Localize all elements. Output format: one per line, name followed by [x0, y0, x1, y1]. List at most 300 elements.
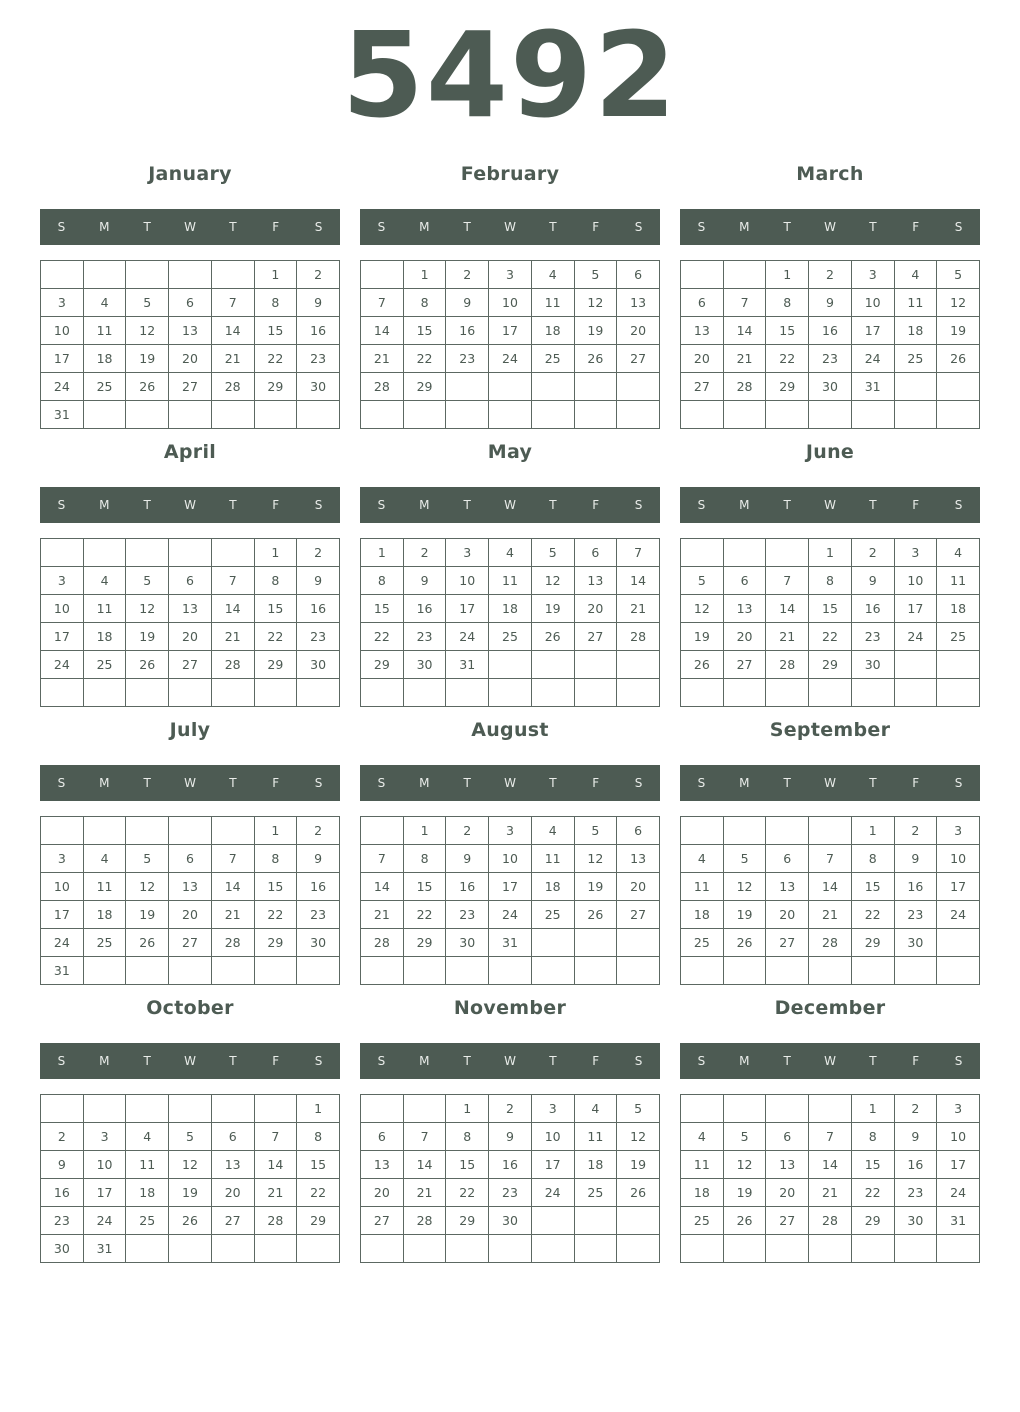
day-cell: 11 — [83, 317, 126, 345]
day-grid — [40, 816, 340, 985]
day-grid — [360, 538, 660, 707]
day-cell: 10 — [446, 567, 489, 595]
day-grid — [40, 1094, 340, 1263]
day-cell: 10 — [41, 873, 84, 901]
day-cell: 8 — [403, 845, 446, 873]
weekday-label: T — [463, 498, 471, 512]
empty-day-cell — [894, 957, 937, 985]
weekday-label: S — [314, 220, 323, 234]
week-row — [361, 1123, 660, 1151]
week-row — [361, 957, 660, 985]
weekday-label: M — [419, 220, 430, 234]
day-cell: 29 — [766, 373, 809, 401]
empty-day-cell — [531, 957, 574, 985]
day-cell: 6 — [766, 845, 809, 873]
weekday-label: S — [377, 1054, 386, 1068]
weekday-label: T — [229, 776, 237, 790]
day-cell: 28 — [809, 1207, 852, 1235]
week-row — [361, 679, 660, 707]
empty-day-cell — [531, 1207, 574, 1235]
week-row — [681, 401, 980, 429]
day-cell: 22 — [297, 1179, 340, 1207]
day-cell: 2 — [297, 539, 340, 567]
weekday-label: S — [954, 1054, 963, 1068]
day-cell: 6 — [617, 261, 660, 289]
day-cell: 2 — [894, 1095, 937, 1123]
day-cell: 21 — [766, 623, 809, 651]
empty-day-cell — [681, 1235, 724, 1263]
day-cell: 7 — [809, 845, 852, 873]
week-row — [41, 401, 340, 429]
empty-day-cell — [681, 401, 724, 429]
week-row — [681, 317, 980, 345]
week-row — [361, 651, 660, 679]
week-row — [41, 1235, 340, 1263]
day-cell: 3 — [937, 817, 980, 845]
week-row — [361, 901, 660, 929]
day-cell: 18 — [531, 317, 574, 345]
weekday-header — [680, 487, 980, 523]
empty-day-cell — [361, 679, 404, 707]
week-row — [41, 1207, 340, 1235]
day-cell: 4 — [83, 567, 126, 595]
day-cell: 17 — [489, 317, 532, 345]
empty-day-cell — [41, 539, 84, 567]
empty-day-cell — [894, 373, 937, 401]
day-cell: 22 — [446, 1179, 489, 1207]
day-cell: 29 — [297, 1207, 340, 1235]
empty-day-cell — [723, 1095, 766, 1123]
day-cell: 11 — [83, 595, 126, 623]
weekday-label: M — [739, 776, 750, 790]
day-cell: 26 — [169, 1207, 212, 1235]
day-cell: 25 — [126, 1207, 169, 1235]
day-cell: 19 — [574, 873, 617, 901]
weekday-label: F — [272, 220, 280, 234]
day-cell: 13 — [169, 317, 212, 345]
day-cell: 6 — [574, 539, 617, 567]
day-cell: 6 — [766, 1123, 809, 1151]
day-cell: 26 — [126, 929, 169, 957]
day-cell: 14 — [617, 567, 660, 595]
week-row — [41, 1151, 340, 1179]
day-cell: 18 — [894, 317, 937, 345]
day-cell: 13 — [574, 567, 617, 595]
empty-day-cell — [254, 401, 297, 429]
empty-day-cell — [446, 373, 489, 401]
week-row — [681, 373, 980, 401]
weekday-label: M — [99, 220, 110, 234]
day-cell: 23 — [489, 1179, 532, 1207]
empty-day-cell — [254, 679, 297, 707]
day-cell: 13 — [169, 873, 212, 901]
weekday-label: M — [739, 1054, 750, 1068]
empty-day-cell — [766, 539, 809, 567]
week-row — [41, 873, 340, 901]
day-cell: 19 — [126, 901, 169, 929]
day-cell: 3 — [83, 1123, 126, 1151]
weekday-header — [680, 1043, 980, 1079]
day-cell: 31 — [41, 957, 84, 985]
day-cell: 13 — [723, 595, 766, 623]
empty-day-cell — [531, 401, 574, 429]
day-cell: 28 — [403, 1207, 446, 1235]
day-cell: 6 — [617, 817, 660, 845]
empty-day-cell — [723, 957, 766, 985]
day-cell: 4 — [681, 1123, 724, 1151]
weekday-label: T — [229, 220, 237, 234]
month-march — [680, 158, 980, 429]
week-row — [41, 567, 340, 595]
day-cell: 14 — [809, 873, 852, 901]
day-cell: 18 — [83, 901, 126, 929]
day-cell: 18 — [681, 901, 724, 929]
empty-day-cell — [617, 401, 660, 429]
day-cell: 2 — [809, 261, 852, 289]
day-cell: 7 — [211, 845, 254, 873]
empty-day-cell — [574, 651, 617, 679]
day-cell: 8 — [851, 845, 894, 873]
day-cell: 13 — [766, 1151, 809, 1179]
empty-day-cell — [41, 1095, 84, 1123]
day-cell: 1 — [254, 817, 297, 845]
week-row — [361, 261, 660, 289]
empty-day-cell — [211, 679, 254, 707]
day-cell: 17 — [83, 1179, 126, 1207]
day-cell: 1 — [403, 261, 446, 289]
weekday-label: M — [419, 776, 430, 790]
weekday-label: T — [463, 1054, 471, 1068]
day-cell: 4 — [681, 845, 724, 873]
empty-day-cell — [297, 1235, 340, 1263]
weekday-label: F — [592, 1054, 600, 1068]
day-cell: 29 — [809, 651, 852, 679]
day-cell: 29 — [254, 929, 297, 957]
day-cell: 6 — [361, 1123, 404, 1151]
day-cell: 25 — [937, 623, 980, 651]
week-row — [361, 1151, 660, 1179]
week-row — [41, 651, 340, 679]
empty-day-cell — [489, 373, 532, 401]
week-row — [681, 651, 980, 679]
day-cell: 20 — [169, 623, 212, 651]
empty-day-cell — [574, 679, 617, 707]
day-cell: 22 — [403, 345, 446, 373]
week-row — [41, 817, 340, 845]
week-row — [361, 289, 660, 317]
day-cell: 19 — [169, 1179, 212, 1207]
day-cell: 9 — [297, 289, 340, 317]
empty-day-cell — [809, 679, 852, 707]
day-cell: 15 — [403, 317, 446, 345]
week-row — [681, 1207, 980, 1235]
empty-day-cell — [446, 1235, 489, 1263]
week-row — [681, 345, 980, 373]
weekday-label: M — [739, 220, 750, 234]
day-cell: 17 — [937, 873, 980, 901]
day-cell: 1 — [254, 261, 297, 289]
day-cell: 12 — [723, 1151, 766, 1179]
empty-day-cell — [169, 1095, 212, 1123]
day-cell: 11 — [681, 1151, 724, 1179]
day-cell: 10 — [41, 595, 84, 623]
empty-day-cell — [809, 401, 852, 429]
day-cell: 1 — [851, 1095, 894, 1123]
day-cell: 25 — [83, 651, 126, 679]
day-cell: 20 — [766, 901, 809, 929]
day-cell: 4 — [83, 845, 126, 873]
weekday-label: S — [57, 498, 66, 512]
day-cell: 6 — [169, 845, 212, 873]
day-cell: 23 — [851, 623, 894, 651]
day-cell: 24 — [851, 345, 894, 373]
day-cell: 21 — [809, 901, 852, 929]
weekday-label: S — [697, 498, 706, 512]
day-cell: 8 — [446, 1123, 489, 1151]
weekday-label: T — [783, 498, 791, 512]
day-cell: 8 — [361, 567, 404, 595]
empty-day-cell — [574, 929, 617, 957]
day-cell: 25 — [531, 345, 574, 373]
day-cell: 23 — [446, 345, 489, 373]
week-row — [681, 261, 980, 289]
day-cell: 27 — [723, 651, 766, 679]
day-cell: 30 — [403, 651, 446, 679]
empty-day-cell — [169, 679, 212, 707]
week-row — [361, 567, 660, 595]
day-cell: 9 — [851, 567, 894, 595]
day-cell: 7 — [766, 567, 809, 595]
weekday-label: S — [697, 1054, 706, 1068]
week-row — [41, 957, 340, 985]
day-cell: 5 — [617, 1095, 660, 1123]
day-cell: 14 — [254, 1151, 297, 1179]
day-cell: 5 — [126, 567, 169, 595]
month-january — [40, 158, 340, 429]
empty-day-cell — [894, 401, 937, 429]
week-row — [41, 373, 340, 401]
day-cell: 5 — [723, 1123, 766, 1151]
day-cell: 16 — [41, 1179, 84, 1207]
day-cell: 2 — [446, 817, 489, 845]
month-title: August — [471, 719, 549, 741]
day-cell: 27 — [169, 373, 212, 401]
day-cell: 16 — [809, 317, 852, 345]
day-cell: 15 — [766, 317, 809, 345]
day-grid — [40, 260, 340, 429]
weekday-label: T — [463, 220, 471, 234]
empty-day-cell — [403, 679, 446, 707]
day-cell: 28 — [809, 929, 852, 957]
empty-day-cell — [489, 679, 532, 707]
day-cell: 21 — [361, 901, 404, 929]
day-cell: 26 — [617, 1179, 660, 1207]
day-cell: 3 — [41, 567, 84, 595]
day-cell: 21 — [403, 1179, 446, 1207]
day-cell: 20 — [617, 873, 660, 901]
day-cell: 14 — [211, 873, 254, 901]
empty-day-cell — [809, 957, 852, 985]
day-cell: 21 — [211, 901, 254, 929]
empty-day-cell — [531, 929, 574, 957]
weekday-label: S — [954, 498, 963, 512]
day-cell: 10 — [851, 289, 894, 317]
empty-day-cell — [766, 679, 809, 707]
empty-day-cell — [297, 957, 340, 985]
day-cell: 21 — [723, 345, 766, 373]
empty-day-cell — [617, 929, 660, 957]
empty-day-cell — [489, 957, 532, 985]
week-row — [41, 595, 340, 623]
day-cell: 30 — [489, 1207, 532, 1235]
day-cell: 22 — [361, 623, 404, 651]
empty-day-cell — [766, 1095, 809, 1123]
month-title: September — [769, 719, 891, 741]
day-cell: 24 — [489, 901, 532, 929]
weekday-label: T — [869, 220, 877, 234]
year-title: 5492 — [341, 6, 679, 144]
month-december — [680, 992, 980, 1263]
month-may — [360, 436, 660, 707]
empty-day-cell — [211, 957, 254, 985]
empty-day-cell — [126, 957, 169, 985]
empty-day-cell — [169, 401, 212, 429]
day-cell: 14 — [403, 1151, 446, 1179]
month-february — [360, 158, 660, 429]
day-cell: 24 — [83, 1207, 126, 1235]
day-cell: 11 — [531, 289, 574, 317]
empty-day-cell — [681, 957, 724, 985]
empty-day-cell — [681, 1095, 724, 1123]
empty-day-cell — [851, 957, 894, 985]
empty-day-cell — [169, 817, 212, 845]
day-cell: 22 — [851, 1179, 894, 1207]
day-cell: 15 — [361, 595, 404, 623]
weekday-label: M — [99, 776, 110, 790]
day-cell: 29 — [254, 373, 297, 401]
day-cell: 8 — [403, 289, 446, 317]
month-september — [680, 714, 980, 985]
weekday-label: S — [954, 776, 963, 790]
day-cell: 7 — [809, 1123, 852, 1151]
day-cell: 15 — [446, 1151, 489, 1179]
week-row — [41, 929, 340, 957]
day-cell: 2 — [41, 1123, 84, 1151]
empty-day-cell — [361, 261, 404, 289]
day-cell: 13 — [617, 289, 660, 317]
day-cell: 11 — [83, 873, 126, 901]
empty-day-cell — [446, 679, 489, 707]
weekday-label: S — [377, 776, 386, 790]
day-cell: 31 — [83, 1235, 126, 1263]
month-title: July — [169, 719, 211, 741]
day-cell: 5 — [169, 1123, 212, 1151]
day-cell: 9 — [297, 567, 340, 595]
weekday-label: S — [57, 220, 66, 234]
month-title: April — [163, 441, 217, 463]
day-cell: 31 — [489, 929, 532, 957]
empty-day-cell — [169, 539, 212, 567]
day-cell: 23 — [297, 623, 340, 651]
weekday-label: T — [783, 220, 791, 234]
day-cell: 27 — [169, 651, 212, 679]
day-cell: 21 — [254, 1179, 297, 1207]
day-cell: 21 — [361, 345, 404, 373]
day-cell: 29 — [254, 651, 297, 679]
day-cell: 22 — [851, 901, 894, 929]
empty-day-cell — [126, 1095, 169, 1123]
empty-day-cell — [211, 261, 254, 289]
day-cell: 29 — [446, 1207, 489, 1235]
empty-day-cell — [489, 651, 532, 679]
weekday-label: F — [912, 776, 920, 790]
weekday-header — [680, 765, 980, 801]
day-cell: 27 — [766, 929, 809, 957]
day-cell: 28 — [211, 929, 254, 957]
day-cell: 15 — [851, 1151, 894, 1179]
day-cell: 5 — [126, 845, 169, 873]
empty-day-cell — [574, 373, 617, 401]
day-cell: 6 — [169, 289, 212, 317]
day-cell: 27 — [169, 929, 212, 957]
day-cell: 26 — [126, 651, 169, 679]
empty-day-cell — [851, 1235, 894, 1263]
weekday-header — [40, 487, 340, 523]
day-cell: 20 — [766, 1179, 809, 1207]
day-cell: 26 — [126, 373, 169, 401]
weekday-label: T — [869, 776, 877, 790]
day-cell: 28 — [766, 651, 809, 679]
day-cell: 20 — [361, 1179, 404, 1207]
day-cell: 17 — [41, 623, 84, 651]
weekday-label: T — [229, 498, 237, 512]
day-cell: 31 — [41, 401, 84, 429]
empty-day-cell — [723, 539, 766, 567]
day-cell: 20 — [169, 901, 212, 929]
empty-day-cell — [681, 679, 724, 707]
week-row — [681, 1095, 980, 1123]
day-cell: 27 — [766, 1207, 809, 1235]
month-october — [40, 992, 340, 1263]
day-cell: 21 — [809, 1179, 852, 1207]
day-cell: 27 — [361, 1207, 404, 1235]
empty-day-cell — [531, 651, 574, 679]
week-row — [681, 901, 980, 929]
day-grid — [680, 1094, 980, 1263]
day-cell: 1 — [361, 539, 404, 567]
month-title: November — [453, 997, 567, 1019]
day-cell: 5 — [574, 817, 617, 845]
day-cell: 19 — [723, 1179, 766, 1207]
day-cell: 18 — [681, 1179, 724, 1207]
day-cell: 2 — [446, 261, 489, 289]
week-row — [361, 623, 660, 651]
day-cell: 25 — [83, 373, 126, 401]
week-row — [361, 1235, 660, 1263]
week-row — [41, 623, 340, 651]
week-row — [361, 1207, 660, 1235]
day-cell: 17 — [489, 873, 532, 901]
day-cell: 4 — [531, 817, 574, 845]
weekday-label: T — [143, 1054, 151, 1068]
day-cell: 29 — [361, 651, 404, 679]
empty-day-cell — [937, 679, 980, 707]
weekday-label: W — [184, 776, 196, 790]
day-cell: 30 — [851, 651, 894, 679]
empty-day-cell — [894, 651, 937, 679]
empty-day-cell — [126, 679, 169, 707]
empty-day-cell — [766, 1235, 809, 1263]
